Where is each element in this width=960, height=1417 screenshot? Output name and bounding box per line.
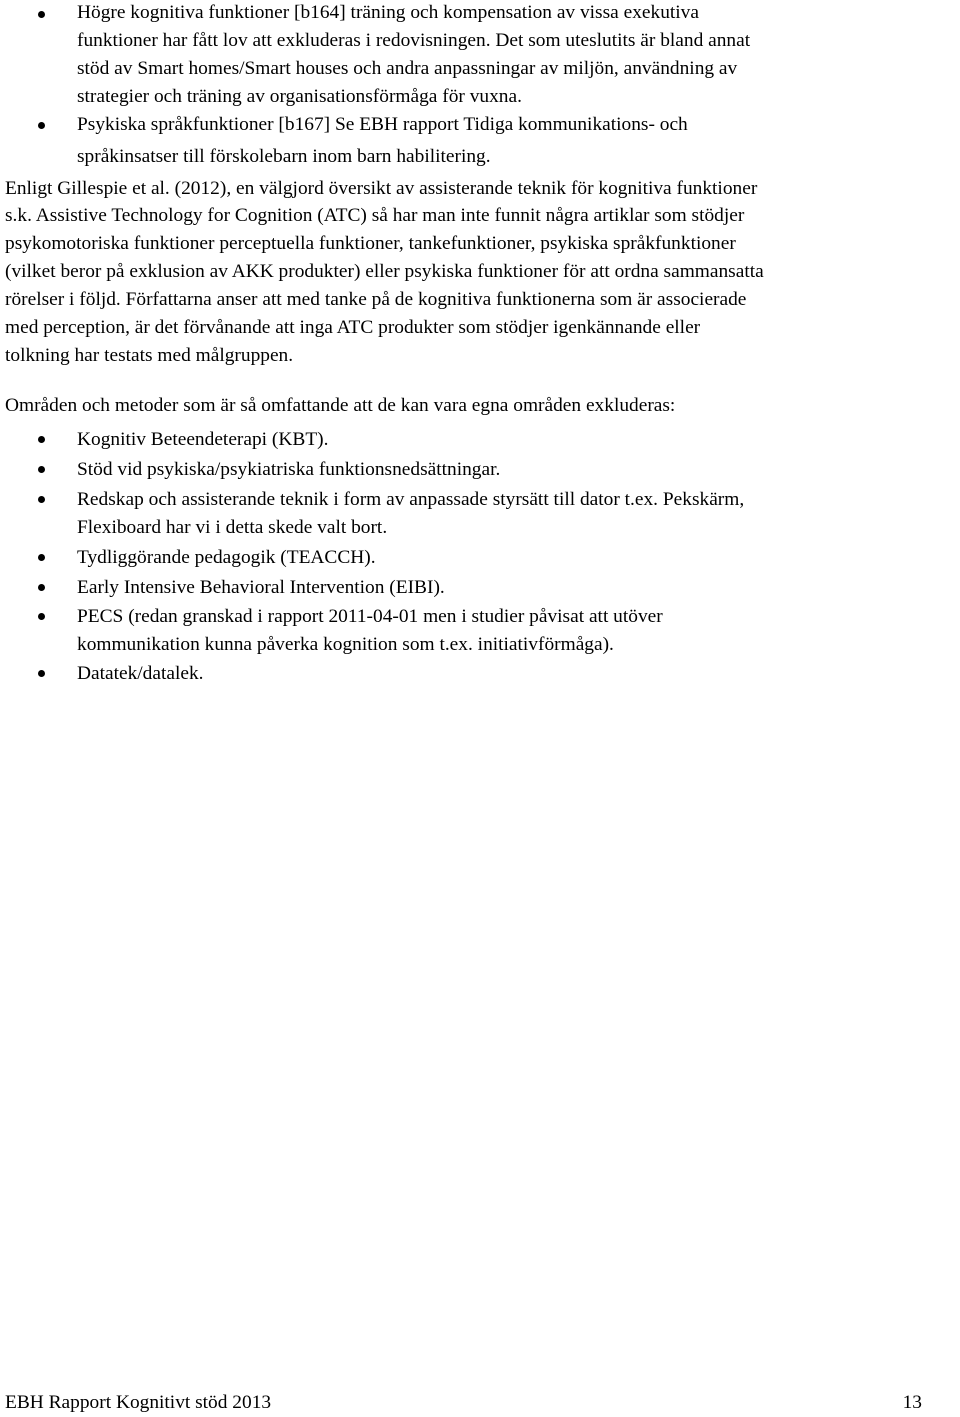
bullet-icon xyxy=(38,613,45,620)
bullet-icon xyxy=(38,11,45,18)
paragraph-line: tolkning har testats med målgruppen. xyxy=(5,345,294,366)
list-item-line: Psykiska språkfunktioner [b167] Se EBH rapport Tidiga kommunikations- och xyxy=(77,114,688,135)
list-item-line: Datatek/datalek. xyxy=(77,663,204,684)
list-item-line: PECS (redan granskad i rapport 2011-04-01 men i studier påvisat att utöver xyxy=(77,606,663,627)
list-item-line: Kognitiv Beteendeterapi (KBT). xyxy=(77,429,329,450)
paragraph-line: s.k. Assistive Technology for Cognition (ATC) så har man inte funnit några artiklar som stödjer xyxy=(5,205,745,226)
bullet-icon xyxy=(38,554,45,561)
paragraph-line: rörelser i följd. Författarna anser att med tanke på de kognitiva funktionerna som är associerade xyxy=(5,289,747,310)
bullet-icon xyxy=(38,466,45,473)
list-item-line: kommunikation kunna påverka kognition som t.ex. initiativförmåga). xyxy=(77,634,614,655)
list-item-line: Tydliggörande pedagogik (TEACCH). xyxy=(77,547,376,568)
list-item-line: Flexiboard har vi i detta skede valt bort. xyxy=(77,517,388,538)
list-item-line: funktioner har fått lov att exkluderas i redovisningen. Det som uteslutits är bland annat xyxy=(77,30,751,51)
list-item-line: stöd av Smart homes/Smart houses och andra anpassningar av miljön, användning av xyxy=(77,58,738,79)
bullet-icon xyxy=(38,122,45,129)
list-item-line: strategier och träning av organisationsförmåga för vuxna. xyxy=(77,86,522,107)
bullet-icon xyxy=(38,670,45,677)
footer-title: EBH Rapport Kognitivt stöd 2013 xyxy=(5,1392,272,1413)
list-item-line: språkinsatser till förskolebarn inom barn habilitering. xyxy=(77,146,491,167)
excluded-intro: Områden och metoder som är så omfattande att de kan vara egna områden exkluderas: xyxy=(5,395,676,416)
list-item-line: Redskap och assisterande teknik i form av anpassade styrsätt till dator t.ex. Pekskärm, xyxy=(77,489,745,510)
bullet-icon xyxy=(38,436,45,443)
page-number: 13 xyxy=(902,1392,922,1413)
list-item-line: Stöd vid psykiska/psykiatriska funktionsnedsättningar. xyxy=(77,459,501,480)
paragraph-line: psykomotoriska funktioner perceptuella funktioner, tankefunktioner, psykiska språkfunktioner xyxy=(5,233,736,254)
bullet-icon xyxy=(38,496,45,503)
paragraph-line: Enligt Gillespie et al. (2012), en välgjord översikt av assisterande teknik för kognitiva funktioner xyxy=(5,178,758,199)
paragraph-line: med perception, är det förvånande att inga ATC produkter som stödjer igenkännande eller xyxy=(5,317,701,338)
list-item-line: Högre kognitiva funktioner [b164] träning och kompensation av vissa exekutiva xyxy=(77,2,699,23)
list-item-line: Early Intensive Behavioral Intervention (EIBI). xyxy=(77,577,445,598)
bullet-icon xyxy=(38,584,45,591)
paragraph-line: (vilket beror på exklusion av AKK produkter) eller psykiska funktioner för att ordna sammansatta xyxy=(5,261,764,282)
